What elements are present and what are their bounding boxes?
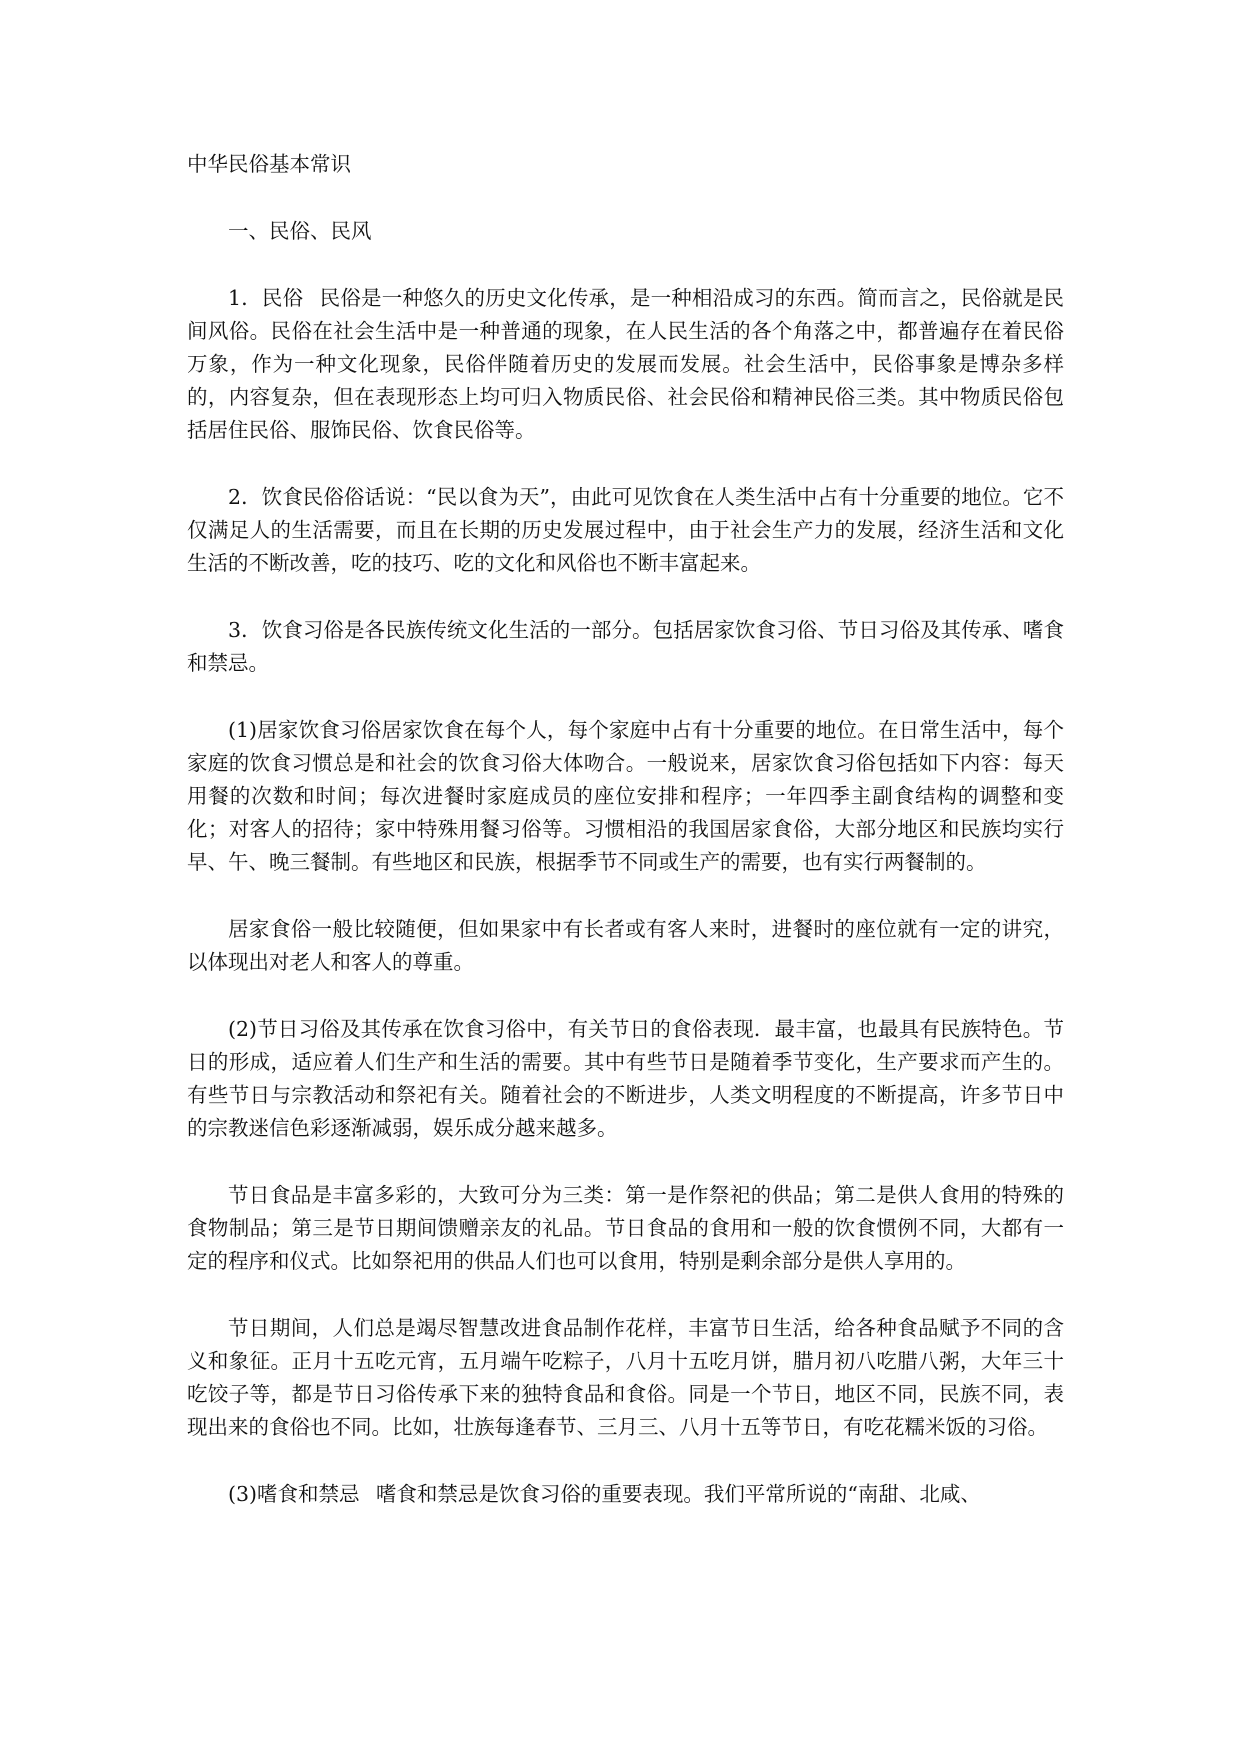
paragraph-yinshi-minsu: [187, 481, 1064, 580]
paragraph-shishi-jinji: [187, 1478, 1064, 1511]
paragraph-lead: (3)嗜食和禁忌: [228, 1482, 360, 1506]
paragraph-text: (2)节日习俗及其传承在饮食习俗中，有关节日的食俗表现．最丰富，也最具有民族特色。节日的形成，适应着人们生产和生活的需要。其中有些节日是随着季节变化，生产要求而产生的。有些节日与宗教活动和祭祀有关。随着社会的不断进步，人类文明程度的不断提高，许多节日中的宗教迷信色彩逐渐减弱，娱乐成分越来越多。: [187, 1017, 1064, 1140]
paragraph-jieri-xisu: [187, 1013, 1064, 1145]
paragraph-text: 节日期间，人们总是竭尽智慧改进食品制作花样，丰富节日生活，给各种食品赋予不同的含义和象征。正月十五吃元宵，五月端午吃粽子，八月十五吃月饼，腊月初八吃腊八粥，大年三十吃饺子等，都是节日习俗传承下来的独特食品和食俗。同是一个节日，地区不同，民族不同，表现出来的食俗也不同。比如，壮族每逢春节、三月三、八月十五等节日，有吃花糯米饭的习俗。: [187, 1316, 1064, 1439]
section-heading: 一、民俗、民风: [228, 219, 372, 243]
paragraph-text: 节日食品是丰富多彩的，大致可分为三类：第一是作祭祀的供品；第二是供人食用的特殊的食物制品；第三是节日期间馈赠亲友的礼品。节日食品的食用和一般的饮食惯例不同，大都有一定的程序和仪式。比如祭祀用的供品人们也可以食用，特别是剩余部分是供人享用的。: [187, 1183, 1064, 1273]
paragraph-text: 2．饮食民俗俗话说：“民以食为天”，由此可见饮食在人类生活中占有十分重要的地位。它不仅满足人的生活需要，而且在长期的历史发展过程中，由于社会生产力的发展，经济生活和文化生活的不断改善，吃的技巧、吃的文化和风俗也不断丰富起来。: [187, 485, 1064, 575]
paragraph-jieri-shipin: [187, 1179, 1064, 1278]
paragraph-text: 3．饮食习俗是各民族传统文化生活的一部分。包括居家饮食习俗、节日习俗及其传承、嗜食和禁忌。: [187, 618, 1064, 675]
paragraph-text: 居家食俗一般比较随便，但如果家中有长者或有客人来时，进餐时的座位就有一定的讲究，以体现出对老人和客人的尊重。: [187, 917, 1064, 974]
paragraph-jujia-shisu: [187, 913, 1064, 979]
document-title: 中华民俗基本常识: [187, 152, 351, 176]
paragraph-jieri-qijian: [187, 1312, 1064, 1444]
paragraph-minsu: [187, 282, 1064, 447]
paragraph-text: 嗜食和禁忌是饮食习俗的重要表现。我们平常所说的“南甜、北咸、: [375, 1482, 981, 1506]
document-page: [187, 148, 1064, 1511]
paragraph-lead: 1．民俗: [228, 286, 304, 310]
paragraph-text: 民俗是一种悠久的历史文化传承，是一种相沿成习的东西。简而言之，民俗就是民间风俗。民俗在社会生活中是一种普通的现象，在人民生活的各个角落之中，都普遍存在着民俗万象，作为一种文化现象，民俗伴随着历史的发展而发展。社会生活中，民俗事象是博杂多样的，内容复杂，但在表现形态上均可归入物质民俗、社会民俗和精神民俗三类。其中物质民俗包括居住民俗、服饰民俗、饮食民俗等。: [187, 286, 1065, 442]
paragraph-text: (1)居家饮食习俗居家饮食在每个人，每个家庭中占有十分重要的地位。在日常生活中，每个家庭的饮食习惯总是和社会的饮食习俗大体吻合。一般说来，居家饮食习俗包括如下内容：每天用餐的次数和时间；每次进餐时家庭成员的座位安排和程序；一年四季主副食结构的调整和变化；对客人的招待；家中特殊用餐习俗等。习惯相沿的我国居家食俗，大部分地区和民族均实行早、午、晚三餐制。有些地区和民族，根据季节不同或生产的需要，也有实行两餐制的。: [187, 718, 1064, 874]
paragraph-yinshi-xisu: [187, 614, 1064, 680]
paragraph-jujia-yinshi: [187, 714, 1064, 879]
